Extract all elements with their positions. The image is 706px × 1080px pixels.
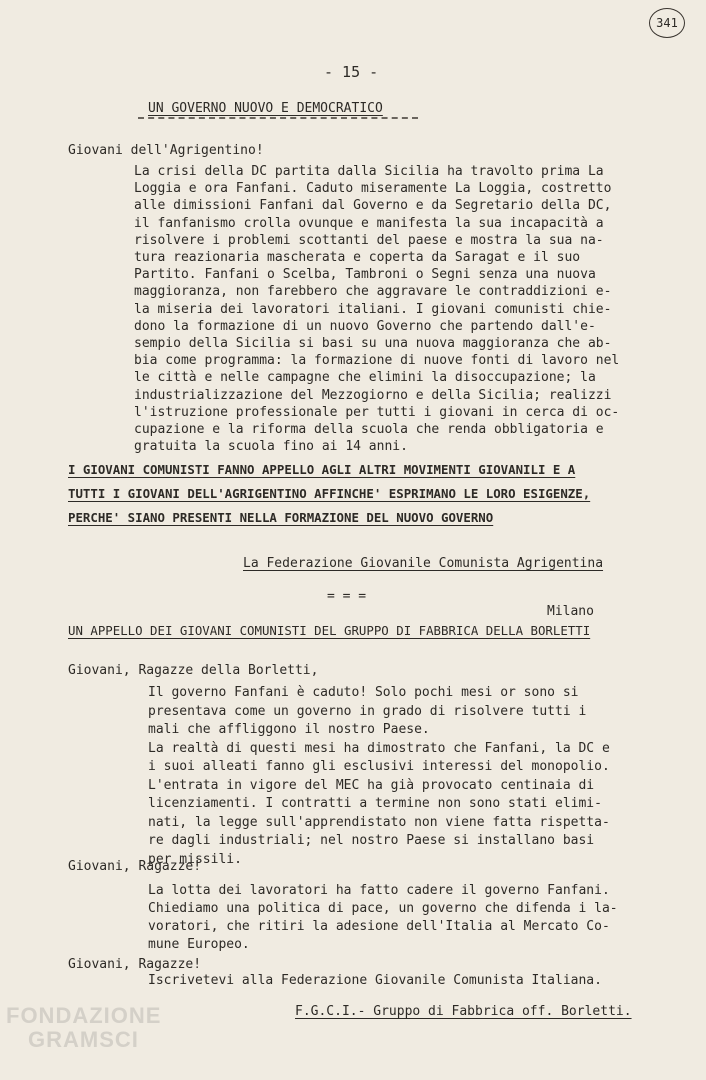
paragraph-line: il fanfanismo crolla ovunque e manifesta la sua incapacità a [134, 215, 604, 231]
paragraph-line: La crisi della DC partita dalla Sicilia ha travolto prima La [134, 164, 604, 179]
section2-closing: Iscrivetevi alla Federazione Giovanile Comunista Italiana. [148, 973, 602, 988]
paragraph-line: gratuita la scuola fino ai 14 anni. [134, 439, 408, 455]
paragraph-line: Loggia e ora Fanfani. Caduto miseramente La Loggia, costretto [134, 181, 612, 197]
page-number: - 15 - [324, 63, 379, 81]
section2-salutation-3: Giovani, Ragazze! [68, 957, 202, 972]
section2-signature: F.G.C.I.- Gruppo di Fabbrica off. Borletti. [295, 1004, 632, 1019]
paragraph-line: tura reazionaria mascherata e coperta da Saragat e il suo [134, 250, 581, 265]
section2-title: UN APPELLO DEI GIOVANI COMUNISTI DEL GRUPPO DI FABBRICA DELLA BORLETTI [68, 623, 591, 638]
paragraph-line: mali che affliggono il nostro Paese. [148, 722, 430, 737]
section1-title: UN GOVERNO NUOVO E DEMOCRATICO [148, 101, 383, 116]
paragraph-line: per missili. [148, 851, 242, 867]
section2-salutation-1: Giovani, Ragazze della Borletti, [68, 663, 319, 678]
archive-stamp: 341 [649, 8, 685, 38]
paragraph-line: mune Europeo. [148, 937, 250, 952]
paragraph-line: presentava come un governo in grado di risolvere tutti i [148, 703, 587, 719]
separator: = = = [327, 589, 367, 604]
appeal-line: TUTTI I GIOVANI DELL'AGRIGENTINO AFFINCHE' ESPRIMANO LE LORO ESIGENZE, [68, 486, 591, 501]
paragraph-line: sempio della Sicilia si basi su una nuova maggioranza che ab- [134, 336, 612, 351]
section1-signature: La Federazione Giovanile Comunista Agrigentina [243, 556, 604, 571]
paragraph-line: nati, la legge sull'apprendistato non viene fatta rispetta- [148, 814, 610, 830]
section2-location: Milano [547, 604, 594, 619]
section2-salutation-2: Giovani, Ragazze! [68, 859, 202, 874]
archive-watermark [6, 1004, 161, 1052]
paragraph-line: alle dimissioni Fanfani dal Governo e da Segretario della DC, [134, 198, 612, 214]
paragraph-line: maggioranza, non farebbero che aggravare le contraddizioni e- [134, 284, 612, 300]
paragraph-line: dono la formazione di un nuovo Governo che partendo dall'e- [134, 318, 596, 334]
paragraph-line: La lotta dei lavoratori ha fatto cadere il governo Fanfani. [148, 883, 610, 898]
paragraph-line: Partito. Fanfani o Scelba, Tambroni o Segni senza una nuova [134, 267, 596, 283]
appeal-line: PERCHE' SIANO PRESENTI NELLA FORMAZIONE DEL NUOVO GOVERNO [68, 510, 494, 525]
paragraph-line: Il governo Fanfani è caduto! Solo pochi mesi or sono si [148, 685, 579, 700]
paragraph-line: la miseria dei lavoratori italiani. I giovani comunisti chie- [134, 301, 612, 317]
paragraph-line: L'entrata in vigore del MEC ha già provocato centinaia di [148, 777, 595, 793]
paragraph-line: i suoi alleati fanno gli esclusivi interessi del monopolio. [148, 759, 610, 774]
paragraph-line: risolvere i problemi scottanti del paese e mostra la sua na- [134, 232, 604, 248]
paragraph-line: voratori, che ritiri la adesione dell'Italia al Mercato Co- [148, 919, 610, 934]
appeal-line: I GIOVANI COMUNISTI FANNO APPELLO AGLI ALTRI MOVIMENTI GIOVANILI E A [68, 462, 576, 477]
section1-salutation: Giovani dell'Agrigentino! [68, 143, 264, 158]
paragraph-line: le città e nelle campagne che elimini la disoccupazione; la [134, 370, 596, 386]
paragraph-line: La realtà di questi mesi ha dimostrato che Fanfani, la DC e [148, 740, 610, 756]
title-double-underline [138, 117, 418, 119]
paragraph-line: industrializzazione del Mezzogiorno e della Sicilia; realizzi [134, 387, 612, 403]
watermark-line-1: FONDAZIONE [6, 1003, 162, 1028]
paragraph-line: Chiediamo una politica di pace, un governo che difenda i la- [148, 901, 618, 916]
paragraph-line: re dagli industriali; nel nostro Paese si installano basi [148, 833, 595, 848]
paragraph-line: cupazione e la riforma della scuola che renda obbligatoria e [134, 422, 604, 437]
watermark-line-2: GRAMSCI [28, 1027, 139, 1052]
paragraph-line: licenziamenti. I contratti a termine non sono stati elimi- [148, 796, 602, 811]
paragraph-line: l'istruzione professionale per tutti i giovani in cerca di oc- [134, 404, 620, 420]
paragraph-line: bia come programma: la formazione di nuove fonti di lavoro nel [134, 353, 620, 369]
